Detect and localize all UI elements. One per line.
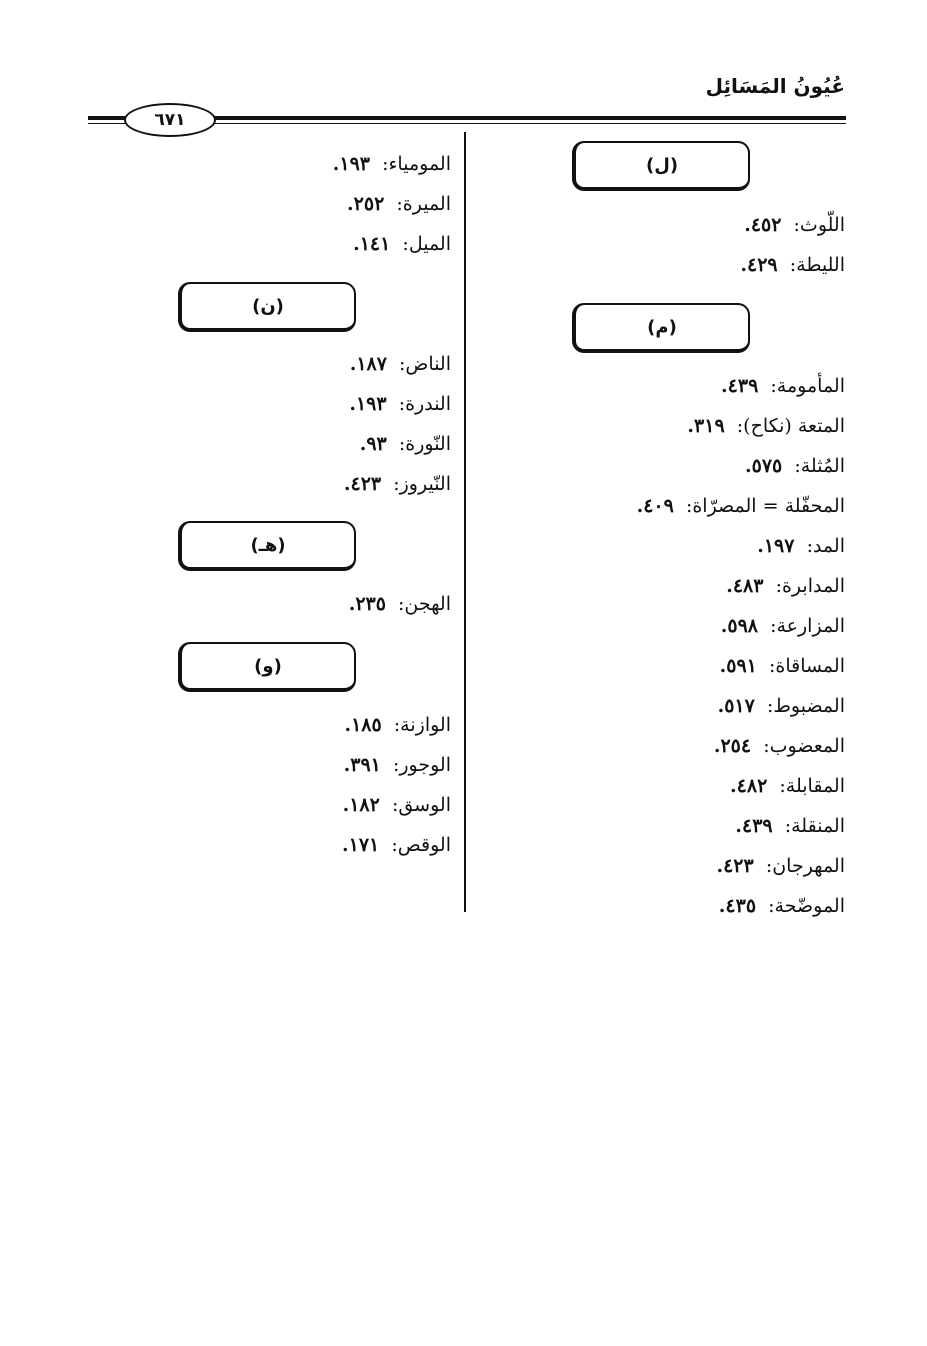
entry-term: المهرجان:: [765, 855, 845, 877]
index-entry: [333, 152, 451, 176]
section-header-nun: (ن): [178, 282, 356, 332]
entry-pages: ٥٩٨.: [720, 615, 758, 637]
entry-term: الوازنة:: [393, 714, 451, 736]
entry-pages: ٥٩١.: [719, 655, 757, 677]
entry-pages: ٤٨٢.: [730, 775, 768, 797]
index-entry: [343, 793, 451, 817]
entry-pages: ٥٧٥.: [744, 455, 783, 477]
entry-term: النّيروز:: [393, 473, 451, 495]
entry-term: المحفّلة = المصرّاة:: [685, 495, 845, 517]
index-entry: [757, 534, 845, 558]
entry-term: الموضّحة:: [768, 895, 845, 917]
index-entry: [353, 232, 451, 256]
entry-pages: ٤٣٩.: [721, 375, 759, 397]
index-entry: [349, 392, 451, 416]
entry-pages: ٤٣٥.: [718, 895, 757, 917]
entry-pages: ٣٩١.: [343, 754, 381, 776]
entry-pages: ٤٣٩.: [735, 815, 773, 837]
index-entry: [637, 494, 845, 518]
index-entry: [745, 454, 845, 478]
entry-term: المومياء:: [382, 153, 451, 175]
entry-term: الميل:: [402, 233, 451, 255]
entry-pages: ١٨٥.: [344, 714, 382, 736]
index-entry: [719, 894, 845, 918]
entry-pages: ١٤١.: [353, 233, 391, 255]
entry-term: المدابرة:: [775, 575, 845, 597]
index-entry: [721, 614, 845, 638]
page-number: ٦٧١: [124, 103, 216, 137]
index-entry: [349, 592, 451, 616]
entry-pages: ٢٣٥.: [348, 593, 386, 615]
entry-pages: ١٩٣.: [349, 393, 387, 415]
entry-term: الهجن:: [398, 593, 451, 615]
column-divider: [464, 132, 466, 912]
entry-pages: ١٨٧.: [349, 353, 387, 375]
entry-pages: ٤٥٢.: [744, 214, 782, 236]
entry-pages: ٤٢٩.: [740, 254, 778, 276]
entry-pages: ١٨٢.: [342, 794, 380, 816]
entry-term: الوسق:: [391, 794, 451, 816]
index-entry: [344, 753, 451, 777]
section-header-waw: (و): [178, 642, 356, 692]
entry-term: المضبوط:: [766, 695, 845, 717]
index-entry: [687, 414, 845, 438]
entry-pages: ٤٠٩.: [636, 495, 674, 517]
entry-pages: ٢٥٤.: [713, 735, 752, 757]
entry-pages: ٤٨٣.: [726, 575, 764, 597]
book-title: عُيُونُ المَسَائِل: [705, 74, 845, 98]
index-entry: [716, 854, 845, 878]
entry-pages: ٤٢٣.: [716, 855, 754, 877]
entry-term: اللّوث:: [793, 214, 845, 236]
index-entry: [347, 192, 451, 216]
index-entry: [726, 574, 845, 598]
entry-term: المتعة (نكاح):: [736, 415, 845, 437]
entry-term: الليطة:: [789, 254, 845, 276]
index-entry: [744, 213, 845, 237]
entry-term: المد:: [806, 535, 845, 557]
index-entry: [720, 654, 845, 678]
index-entry: [740, 253, 845, 277]
entry-term: المأمومة:: [770, 375, 845, 397]
section-header-mim: (م): [572, 303, 750, 353]
index-entry: [721, 374, 845, 398]
entry-term: المُثلة:: [794, 455, 845, 477]
index-entry: [735, 814, 845, 838]
entry-term: الوقص:: [391, 834, 451, 856]
index-entry: [344, 472, 451, 496]
section-header-lam: (ل): [572, 141, 750, 191]
entry-term: الندرة:: [398, 393, 451, 415]
entry-pages: ٩٣.: [359, 433, 387, 455]
entry-term: الوجور:: [392, 754, 451, 776]
entry-term: المقابلة:: [779, 775, 845, 797]
entry-pages: ١٧١.: [342, 834, 380, 856]
index-entry: [360, 432, 451, 456]
entry-pages: ٤٢٣.: [343, 473, 382, 495]
entry-term: المزارعة:: [770, 615, 845, 637]
entry-pages: ١٩٣.: [332, 153, 370, 175]
index-entry: [714, 734, 845, 758]
entry-pages: ٥١٧.: [717, 695, 755, 717]
index-entry: [342, 833, 451, 857]
index-entry: [718, 694, 845, 718]
entry-term: الميرة:: [396, 193, 451, 215]
index-entry: [350, 352, 451, 376]
entry-term: المساقاة:: [768, 655, 845, 677]
index-entry: [730, 774, 845, 798]
entry-term: النّورة:: [398, 433, 451, 455]
entry-pages: ١٩٧.: [757, 535, 795, 557]
section-header-ha: (هـ): [178, 521, 356, 571]
index-entry: [344, 713, 451, 737]
entry-pages: ٣١٩.: [687, 415, 725, 437]
entry-term: الناض:: [399, 353, 451, 375]
entry-term: المنقلة:: [784, 815, 845, 837]
entry-term: المعضوب:: [763, 735, 845, 757]
entry-pages: ٢٥٢.: [347, 193, 385, 215]
